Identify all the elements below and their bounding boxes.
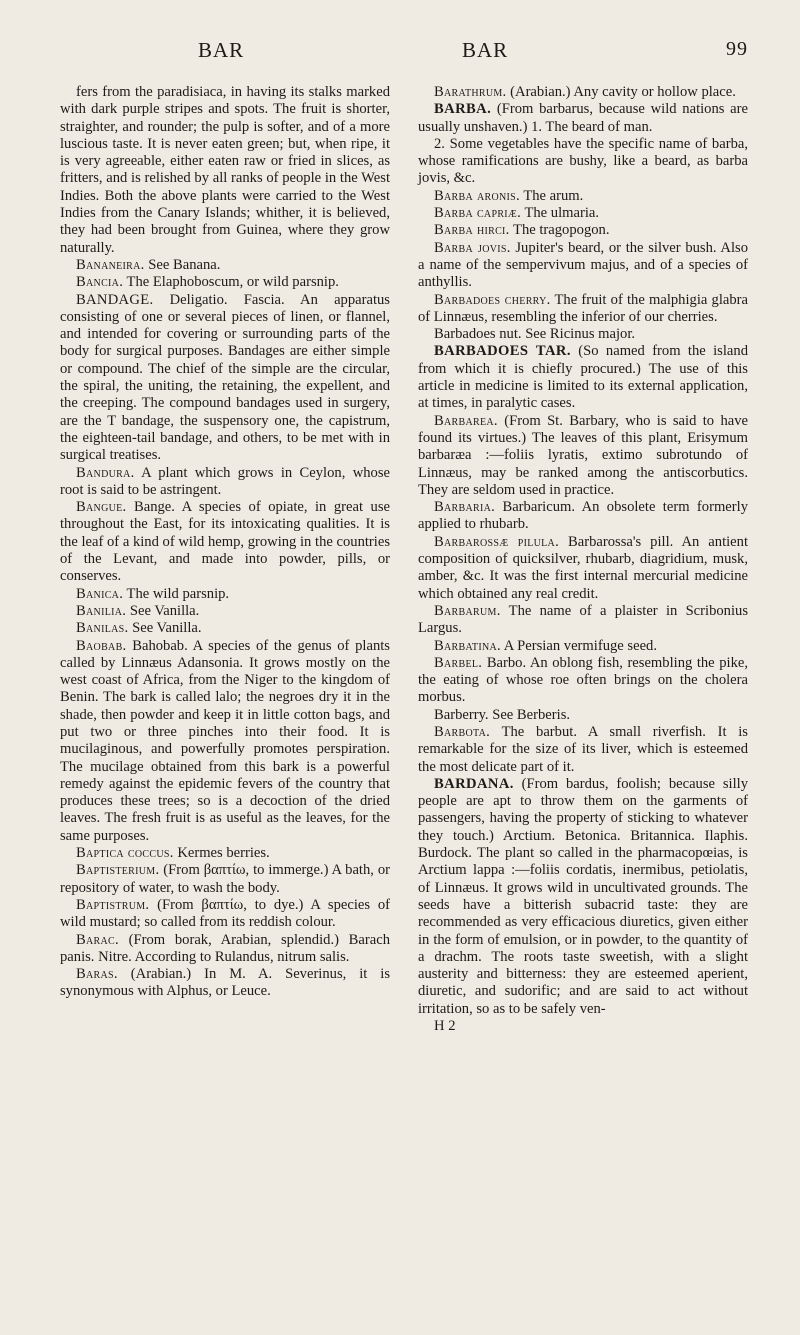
left-column-entry — [60, 845, 390, 862]
right-column — [418, 84, 748, 1018]
entry-headword: Barbarea. — [434, 412, 498, 429]
entry-text: Deligatio. Fascia. An apparatus consisting of one or several pieces of linen, or flannel, and intended for covering or surrounding parts of the body for surgical purposes. Bandages are either simple or compound. The chief of the simple are the circular, the spiral, the uniting, the retaining, the expellent, and the creeping. The compound bandages used in surgery, are the T bandage, the suspensory one, the capistrum, the eighteen-tail bandage, and others, to be met with in surgical treatises. — [60, 291, 390, 464]
entry-text: Barbadoes nut. See Ricinus major. — [434, 326, 636, 343]
entry-text: (From bardus, foolish; because silly people are apt to throw them on the garments of passengers, having the property of sticking to whatever they touch.) Arctium. Betonica. Britannica. Ilaphis. Burdock. The plant so called in the pharmacopœias, is Arctium lappa :—foliis cordatis, inermibus, petiolatis, of Linnæus. It grows wild in uncultivated grounds. The seeds have a bitterish subacrid taste: they are recommended as very efficacious diuretics, given either in the form of emulsion, or in powder, to the quantity of a drachm. The roots taste sweetish, with a slight austerity and bitterness: they are esteemed aperient, diuretic, and sudorific; and are said to act without irritation, so as to be safely ven- — [418, 775, 748, 1017]
entry-text: See Banana. — [144, 256, 221, 273]
right-column-entry — [418, 603, 748, 638]
entry-headword: Barbota. — [434, 723, 491, 740]
entry-headword: Bananeira. — [76, 256, 145, 273]
right-column-entry — [418, 205, 748, 222]
entry-headword: Baobab. — [76, 637, 127, 654]
entry-text: Kermes berries. — [173, 845, 270, 862]
left-column-entry — [60, 274, 390, 291]
entry-headword: Banica. — [76, 585, 124, 602]
right-column-entry — [418, 655, 748, 707]
left-column-entry — [60, 603, 390, 620]
entry-headword: Banilia. — [76, 602, 127, 619]
entry-headword: Barbarum. — [434, 602, 501, 619]
entry-text: The wild parsnip. — [123, 585, 230, 602]
left-column-entry — [60, 620, 390, 637]
right-column-entry — [418, 776, 748, 1018]
two-column-body — [60, 84, 748, 1018]
right-column-entry — [418, 188, 748, 205]
running-header — [60, 38, 748, 68]
entry-headword: Baptica coccus. — [76, 845, 174, 862]
right-column-entry — [418, 534, 748, 603]
entry-text: (From βαπτίω, to dye.) A species of wild mustard; so called from its reddish colour. — [60, 896, 390, 931]
entry-headword: Barbadoes cherry. — [434, 291, 551, 308]
entry-text: (From St. Barbary, who is said to have found its virtues.) The leaves of this plant, Erisymum barbaræa :—foliis lyratis, extimo subrotundo of Linnæus, may be ranked among the antiscorbutics. They are seldom used in practice. — [418, 412, 748, 498]
left-column-entry — [60, 932, 390, 967]
entry-headword: Barac. — [76, 931, 119, 948]
entry-text: A Persian vermifuge seed. — [500, 637, 657, 654]
right-column-entry — [418, 222, 748, 239]
entry-text: (From barbarus, because wild nations are usually unshaven.) 1. The beard of man. — [418, 101, 748, 135]
entry-headword: Baptistrum. — [76, 896, 150, 913]
entry-headword: Bancia. — [76, 274, 124, 291]
right-column-entry — [418, 240, 748, 292]
entry-text: Bange. A species of opiate, in great use throughout the East, for its intoxicating qualities. It is the leaf of a kind of wild hemp, growing in the countries of the Levant, and made into powder, pills, or conserves. — [60, 499, 390, 585]
entry-text: fers from the paradisiaca, in having its stalks marked with dark purple stripes and spots. The fruit is shorter, straighter, and rounder; the pulp is softer, and of a more luscious taste. It is never eaten green; but, when ripe, it is very agreeable, either eaten raw or fried in slices, as fritters, and is relished by all ranks of people in the West Indies. Both the above plants were carried to the West Indies from the Canary Islands; whither, it is believed, they had been brought from Guinea, where they grow naturally. — [60, 84, 390, 256]
entry-text: Barbarossa's pill. An antient composition of quicksilver, rhubarb, diagridium, musk, amber, &c. It was the first internal mercurial medicine which obtained any real credit. — [418, 533, 749, 602]
page-number: 99 — [726, 38, 748, 60]
header-left-word: BAR — [198, 38, 245, 62]
right-column-entry — [418, 84, 748, 101]
left-column-entry — [60, 966, 390, 1001]
entry-text: The tragopogon. — [509, 222, 610, 239]
entry-text: The arum. — [519, 187, 584, 204]
entry-headword: Baptisterium. — [76, 862, 160, 879]
entry-headword: Bangue. — [76, 499, 127, 516]
entry-headword: Barathrum. — [434, 84, 507, 100]
right-column-entry — [418, 638, 748, 655]
entry-text: (From borak, Arabian, splendid.) Barach panis. Nitre. According to Rulandus, nitrum salis. — [60, 931, 390, 965]
entry-headword: Baras. — [76, 966, 118, 983]
right-column-entry — [418, 707, 748, 724]
left-column-entry — [60, 586, 390, 603]
right-column-entry — [418, 101, 748, 136]
right-column-entry — [418, 499, 748, 534]
left-column-entry — [60, 84, 390, 257]
entry-text: Bahobab. A species of the genus of plants called by Linnæus Adansonia. It grows mostly on the west coast of Africa, from the Niger to the kingdom of Benin. The bark is called lalo; the negroes dry it in the shade, then powder and keep it in little cotton bags, and put two or three pinches into their food. It is mucilaginous, and powerfully promotes perspiration. The mucilage obtained from this bark is a powerful remedy against the epidemic fevers of the country that produces these trees; so is a decoction of the dried leaves. The fresh fruit is as useful as the leaves, for the same purposes. — [60, 637, 390, 844]
entry-text: The ulmaria. — [521, 205, 600, 222]
entry-text: Barbo. An oblong fish, resembling the pike, the eating of whose roe often brings on the cholera morbus. — [418, 654, 748, 706]
entry-text: (Arabian.) Any cavity or hollow place. — [506, 84, 736, 100]
left-column-entry — [60, 465, 390, 500]
entry-text: 2. Some vegetables have the specific name of barba, whose ramifications are bushy, like a beard, as barba jovis, &c. — [418, 135, 748, 187]
left-column-entry — [60, 897, 390, 932]
header-right-word: BAR — [462, 38, 509, 62]
right-column-entry — [418, 292, 748, 327]
entry-headword: Barbatina. — [434, 637, 501, 654]
entry-headword: BARBA. — [434, 101, 492, 118]
right-column-entry — [418, 136, 748, 188]
left-column — [60, 84, 390, 1018]
entry-headword: Barbaria. — [434, 499, 496, 516]
entry-headword: Barbarossæ pilula. — [434, 533, 560, 550]
left-column-entry — [60, 257, 390, 274]
right-column-entry — [418, 724, 748, 776]
entry-text: The Elaphoboscum, or wild parsnip. — [123, 274, 339, 291]
entry-headword: Barbel. — [434, 654, 483, 671]
left-column-entry — [60, 292, 390, 465]
entry-text: A plant which grows in Ceylon, whose root is said to be astringent. — [60, 464, 390, 498]
entry-headword: Barba capriæ. — [434, 205, 522, 222]
entry-headword: Barba aronis. — [434, 187, 520, 204]
entry-text: (So named from the island from which it is chiefly procured.) The use of this article in medicine is limited to its external application, at times, in paralytic cases. — [418, 343, 748, 412]
entry-text: See Vanilla. — [128, 620, 202, 637]
entry-headword: BARDANA. — [434, 775, 514, 792]
right-column-entry — [418, 326, 748, 343]
entry-headword: Barba hirci. — [434, 222, 510, 239]
entry-headword: Barba jovis. — [434, 239, 511, 256]
right-column-entry — [418, 343, 748, 412]
left-column-entry — [60, 638, 390, 846]
entry-headword: Bandura. — [76, 464, 135, 481]
left-column-entry — [60, 862, 390, 897]
entry-text: Barberry. See Berberis. — [434, 706, 571, 723]
entry-headword: BANDAGE. — [76, 291, 154, 308]
entry-text: Jupiter's beard, or the silver bush. Also a name of the sempervivum majus, and of a species of anthyllis. — [418, 239, 749, 291]
entry-headword: Banilas. — [76, 620, 129, 637]
signature-mark: H 2 — [434, 1018, 456, 1035]
entry-text: (From βαπτίω, to immerge.) A bath, or repository of water, to wash the body. — [60, 862, 390, 896]
entry-text: See Vanilla. — [126, 602, 200, 619]
right-column-entry — [418, 413, 748, 499]
entry-text: The barbut. A small riverfish. It is remarkable for the size of its liver, which is esteemed the most delicate part of it. — [418, 723, 748, 775]
entry-text: The fruit of the malphigia glabra of Linnæus, resembling the inferior of our cherries. — [418, 291, 748, 325]
entry-text: Barbaricum. An obsolete term formerly applied to rhubarb. — [418, 499, 748, 533]
left-column-entry — [60, 499, 390, 585]
entry-text: (Arabian.) In M. A. Severinus, it is synonymous with Alphus, or Leuce. — [60, 966, 390, 1000]
entry-headword: BARBADOES TAR. — [434, 343, 571, 360]
entry-text: The name of a plaister in Scribonius Largus. — [418, 602, 748, 637]
